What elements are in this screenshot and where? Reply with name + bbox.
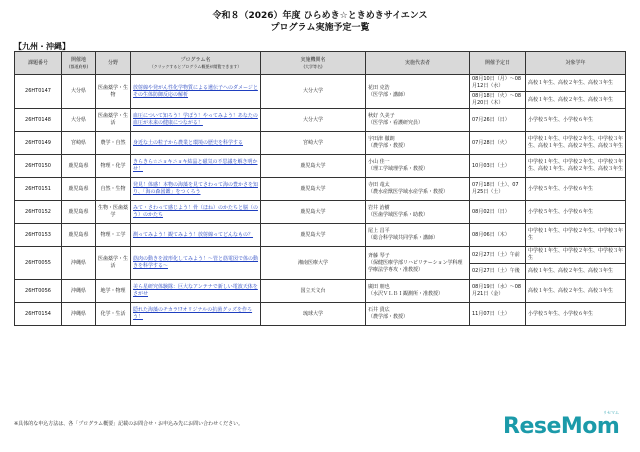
field-cell: 自然・生物 bbox=[96, 178, 131, 201]
title-line-1: 令和８（2026）年度 ひらめき☆ときめきサイエンス bbox=[212, 11, 428, 21]
column-header-label: 分野 bbox=[107, 59, 118, 66]
target-grade-cell: 高校１年生、高校２年生、高校３年生 bbox=[526, 280, 626, 303]
program-name-link[interactable]: 身近な土の粒子から農業と環境の歴史を科学する bbox=[131, 132, 261, 155]
event-date-cell: 08月02日（日） bbox=[470, 201, 526, 224]
target-grade-cell: 小学校５年生、小学校６年生 bbox=[526, 201, 626, 224]
field-cell: 地学・物理 bbox=[96, 280, 131, 303]
table-row bbox=[15, 155, 626, 178]
table-row bbox=[15, 247, 626, 264]
prefecture-cell: 沖縄県 bbox=[62, 280, 96, 303]
prefecture-cell: 沖縄県 bbox=[62, 303, 96, 326]
column-header bbox=[62, 52, 96, 75]
event-date-cell: 08月18日（火）～08月20日（木） bbox=[470, 92, 526, 109]
institution-cell: 湘南医療大学 bbox=[261, 247, 366, 280]
table-row bbox=[15, 224, 626, 247]
column-header-sublabel: (都道府県) bbox=[68, 64, 89, 69]
logo-text: ReseMom bbox=[503, 414, 620, 439]
program-id-cell: 26HT0152 bbox=[15, 201, 62, 224]
page-title bbox=[0, 10, 640, 34]
field-cell: 生物・医歯薬学 bbox=[96, 201, 131, 224]
event-date-cell: 08月10日（月）～08月12日（水） bbox=[470, 75, 526, 92]
resemom-logo bbox=[503, 410, 631, 443]
event-date-cell: 08月19日（水）～08月21日（金） bbox=[470, 280, 526, 303]
event-date-cell: 02月27日（土）午前 bbox=[470, 247, 526, 264]
footnote: ※具体的な申込方法は、各「プログラム概要」記載のお問合せ・お申込み先にお問い合わせください。 bbox=[14, 421, 244, 427]
representative-cell: 秋好 久美子 （医学部・看護研究員） bbox=[366, 109, 470, 132]
program-id-cell: 26HT0056 bbox=[15, 280, 62, 303]
column-header-label: 実施代表者 bbox=[404, 59, 430, 66]
target-grade-cell: 中学校１年生、中学校２年生、中学校３年生、高校１年生、高校２年生、高校３年生 bbox=[526, 155, 626, 178]
program-id-cell: 26HT0147 bbox=[15, 75, 62, 109]
program-id-cell: 26HT0154 bbox=[15, 303, 62, 326]
prefecture-cell: 鹿児島県 bbox=[62, 201, 96, 224]
institution-cell: 鹿児島大学 bbox=[261, 224, 366, 247]
program-name-link[interactable]: きらきら☆ニョキニョキ結晶と磁気の不思議を解き明かせ！ bbox=[131, 155, 261, 178]
column-header bbox=[366, 52, 470, 75]
title-line-2: プログラム実施予定一覧 bbox=[270, 23, 370, 33]
program-id-cell: 26HT0149 bbox=[15, 132, 62, 155]
program-name-link[interactable]: 隠れた海藻のチカラ!?オリジナルの抗菌グッズを作ろう！ bbox=[131, 303, 261, 326]
column-header bbox=[131, 52, 261, 75]
section-label: 【九州・沖縄】 bbox=[14, 42, 70, 51]
column-header bbox=[470, 52, 526, 75]
table-row bbox=[15, 201, 626, 224]
column-header-sublabel: （クリックするとプログラム概要が閲覧できます） bbox=[149, 64, 242, 69]
field-cell: 医歯薬学・生物 bbox=[96, 75, 131, 109]
target-grade-cell: 小学校５年生、小学校６年生 bbox=[526, 178, 626, 201]
prefecture-cell: 宮崎県 bbox=[62, 132, 96, 155]
program-name-link[interactable]: 測ってみよう！観てみよう！放射線ってどんなもの？ bbox=[131, 224, 261, 247]
prefecture-cell: 鹿児島県 bbox=[62, 155, 96, 178]
column-header bbox=[261, 52, 366, 75]
program-name-link[interactable]: 美ら星研究体験隊：巨大なアンテナで新しい電波天体をさがせ bbox=[131, 280, 261, 303]
institution-cell: 宮崎大学 bbox=[261, 132, 366, 155]
target-grade-cell: 高校１年生、高校２年生、高校３年生 bbox=[526, 92, 626, 109]
table-row bbox=[15, 178, 626, 201]
column-header bbox=[96, 52, 131, 75]
column-header-label: 開催予定日 bbox=[484, 59, 510, 66]
event-date-cell: 08月06日（木） bbox=[470, 224, 526, 247]
institution-cell: 鹿児島大学 bbox=[261, 155, 366, 178]
representative-cell: 尾上 昌平 （総合科学域共同学系・講師） bbox=[366, 224, 470, 247]
field-cell: 医歯薬学・生活 bbox=[96, 109, 131, 132]
program-id-cell: 26HT0148 bbox=[15, 109, 62, 132]
event-date-cell: 10月03日（土） bbox=[470, 155, 526, 178]
column-header-label: プログラム名 bbox=[180, 57, 211, 63]
representative-cell: 石井 貴広 （農学部・教授） bbox=[366, 303, 470, 326]
event-date-cell: 07月18日（土）、07月25日（土） bbox=[470, 178, 526, 201]
table-row bbox=[15, 75, 626, 92]
column-header-label: 課題番号 bbox=[27, 59, 48, 66]
representative-cell: 宇田津 徹朗 （農学部・教授） bbox=[366, 132, 470, 155]
prefecture-cell: 沖縄県 bbox=[62, 247, 96, 280]
field-cell: 物理・化学 bbox=[96, 155, 131, 178]
field-cell: 物理・工学 bbox=[96, 224, 131, 247]
target-grade-cell: 小学校５年生、小学校６年生 bbox=[526, 109, 626, 132]
target-grade-cell: 中学校１年生、中学校２年生、中学校３年生、高校１年生、高校２年生、高校３年生 bbox=[526, 132, 626, 155]
representative-cell: 花田 克浩 （医学部・講師） bbox=[366, 75, 470, 109]
representative-cell: 小山 佳一 （理工学域理学系・教授） bbox=[366, 155, 470, 178]
target-grade-cell: 高校１年生、高校２年生、高校３年生 bbox=[526, 75, 626, 92]
representative-cell: 廣田 朋也 （水沢ＶＬＢＩ観測所・准教授） bbox=[366, 280, 470, 303]
program-id-cell: 26HT0153 bbox=[15, 224, 62, 247]
institution-cell: 琉球大学 bbox=[261, 303, 366, 326]
target-grade-cell: 中学校１年生、中学校２年生、中学校３年生 bbox=[526, 224, 626, 247]
table-row bbox=[15, 303, 626, 326]
table-row bbox=[15, 280, 626, 303]
institution-cell: 大分大学 bbox=[261, 109, 366, 132]
representative-cell: 斉藤 琴子 （保健医療学部リハビリテーション学科理学療法学専攻・准教授） bbox=[366, 247, 470, 280]
field-cell: 農学・自然 bbox=[96, 132, 131, 155]
program-id-cell: 26HT0150 bbox=[15, 155, 62, 178]
column-header-label: 対象学年 bbox=[565, 59, 586, 66]
column-header bbox=[15, 52, 62, 75]
field-cell: 化学・生活 bbox=[96, 303, 131, 326]
target-grade-cell: 小学校５年生、小学校６年生 bbox=[526, 303, 626, 326]
column-header bbox=[526, 52, 626, 75]
table-row bbox=[15, 109, 626, 132]
institution-cell: 鹿児島大学 bbox=[261, 178, 366, 201]
prefecture-cell: 鹿児島県 bbox=[62, 178, 96, 201]
representative-cell: 岩井 治樹 （医歯学域医学系・助教） bbox=[366, 201, 470, 224]
target-grade-cell: 高校１年生、高校２年生、高校３年生 bbox=[526, 264, 626, 280]
prefecture-cell: 大分県 bbox=[62, 109, 96, 132]
event-date-cell: 07月26日（日） bbox=[470, 109, 526, 132]
event-date-cell: 07月28日（火） bbox=[470, 132, 526, 155]
institution-cell: 鹿児島大学 bbox=[261, 201, 366, 224]
table-body bbox=[15, 75, 626, 326]
event-date-cell: 02月27日（土）午後 bbox=[470, 264, 526, 280]
field-cell: 医歯薬学・生活 bbox=[96, 247, 131, 280]
column-header-label: 実施機関名 bbox=[300, 57, 326, 63]
column-header-label: 開催地 bbox=[70, 57, 86, 63]
table-header bbox=[15, 52, 626, 75]
institution-cell: 大分大学 bbox=[261, 75, 366, 109]
institution-cell: 国立天文台 bbox=[261, 280, 366, 303]
representative-cell: 寺田 竜太 （農水産獣医学域水産学系・教授） bbox=[366, 178, 470, 201]
program-name-link[interactable]: みて・さわって感じよう！骨（ほね）のかたちと脳（のう）のかたち bbox=[131, 201, 261, 224]
program-name-link[interactable]: 血圧について知ろう！学ぼう！やってみよう！あなたの血圧が未来の健康につながる！ bbox=[131, 109, 261, 132]
logo-kana: リセマム bbox=[603, 410, 619, 415]
event-date-cell: 11月07日（土） bbox=[470, 303, 526, 326]
program-name-link[interactable]: 発見！体感！本物の海藻を見てさわって海の豊かさを知り、「海の森図鑑」をつくろう bbox=[131, 178, 261, 201]
prefecture-cell: 鹿児島県 bbox=[62, 224, 96, 247]
column-header-sublabel: (大学等名) bbox=[303, 64, 323, 69]
prefecture-cell: 大分県 bbox=[62, 75, 96, 109]
program-table bbox=[14, 51, 626, 326]
program-name-link[interactable]: 放射線や発がん性化学物質による遺伝子へのダメージとその生体防御反応の解析 bbox=[131, 75, 261, 109]
table-row bbox=[15, 132, 626, 155]
program-id-cell: 26HT0055 bbox=[15, 247, 62, 280]
program-name-link[interactable]: 筋肉の動きを波形化してみよう！～管と筋電図で体の動きを科学する～ bbox=[131, 247, 261, 280]
program-id-cell: 26HT0151 bbox=[15, 178, 62, 201]
target-grade-cell: 中学校１年生、中学校２年生、中学校３年生 bbox=[526, 247, 626, 264]
